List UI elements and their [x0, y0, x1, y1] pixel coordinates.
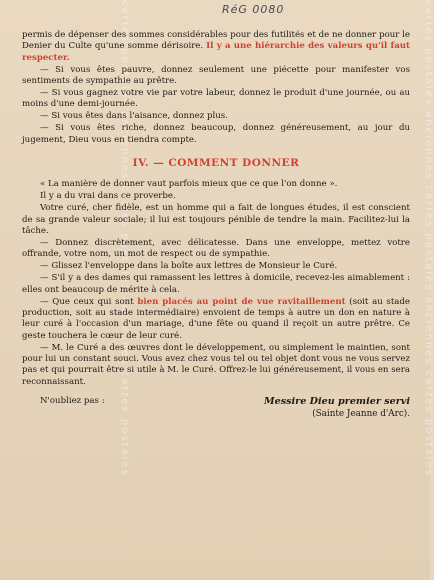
highlight-text: Il y a une hiérarchie des valeurs qu'il faut respecter. [22, 41, 410, 63]
paragraph: « La manière de donner vaut parfois mieux que ce que l'on donne ». [40, 179, 338, 190]
paragraph: — S'il y a des dames qui ramassent les lettres à domicile, recevez-les aimablement : elles ont beaucoup de mérite à cela. [22, 273, 410, 295]
highlight-text: bien placés au point de vue ravitaillement [137, 296, 346, 307]
paragraph: permis de dépenser des sommes considérables pour des futilités et de ne donner pour le Denier du Culte qu'une somme dérisoire. Il y a une hiérarchie des valeurs qu'il faut respecter. [22, 30, 410, 63]
watermark: cartes postales anciennes cartes postales anciennes cartes postales [423, 0, 434, 477]
closing-reminder: N'oubliez pas : [40, 396, 105, 407]
signature-block [264, 396, 410, 420]
paragraph: — M. le Curé a des œuvres dont le développement, ou simplement le maintien, sont pour lui un constant souci. Vous avez chez vous tel ou tel objet dont vous ne vous servez pas et qui pourrait être si utile à M. le Curé. Offrez-le lui généreusement, il vous en sera reconnaissant. [22, 342, 410, 387]
closing-row [22, 396, 410, 420]
reference-stamp: RéG 0080 [222, 3, 285, 16]
attribution: (Sainte Jeanne d'Arc). [312, 408, 410, 419]
paragraph: — Si vous gagnez votre vie par votre labeur, donnez le produit d'une journée, ou au moins d'une demi-journée. [22, 88, 410, 110]
paragraph: — Que ceux qui sont bien placés au point de vue ravitaillement (soit au stade production, soit au stade intermédiaire) envoient de temps à autre un don en nature à leur curé à l'occasion d'un mariage, d'une fête ou quand il reçoit un autre prêtre. Ce geste touchera le cœur de leur curé. [22, 296, 410, 341]
paragraph: — Glissez l'enveloppe dans la boîte aux lettres de Monsieur le Curé. [40, 261, 338, 272]
paragraph: — Si vous êtes pauvre, donnez seulement une piécette pour manifester vos sentiments de sympathie au prêtre. [22, 64, 410, 87]
section-heading: IV. — COMMENT DONNER [132, 157, 300, 170]
paragraph: Il y a du vrai dans ce proverbe. [40, 191, 176, 202]
paragraph: — Si vous êtes riche, donnez beaucoup, donnez généreusement, au jour du jugement, Dieu vous en tiendra compte. [22, 123, 410, 145]
paragraph: — Donnez discrètement, avec délicatesse. Dans une enveloppe, mettez votre offrande, votre nom, un mot de respect ou de sympathie. [22, 238, 410, 260]
paragraph: — Si vous êtes dans l'aisance, donnez plus. [40, 111, 228, 122]
body-text [22, 30, 410, 421]
watermark: cartes postales anciennes cartes postales anciennes cartes postales [119, 0, 130, 477]
paragraph: Votre curé, cher fidèle, est un homme qui a fait de longues études, il est conscient de sa grande valeur sociale; il lui est toujours pénible de tendre la main. Facilitez-lui la tâche. [22, 203, 410, 237]
motto: Messire Dieu premier servi [264, 396, 410, 408]
